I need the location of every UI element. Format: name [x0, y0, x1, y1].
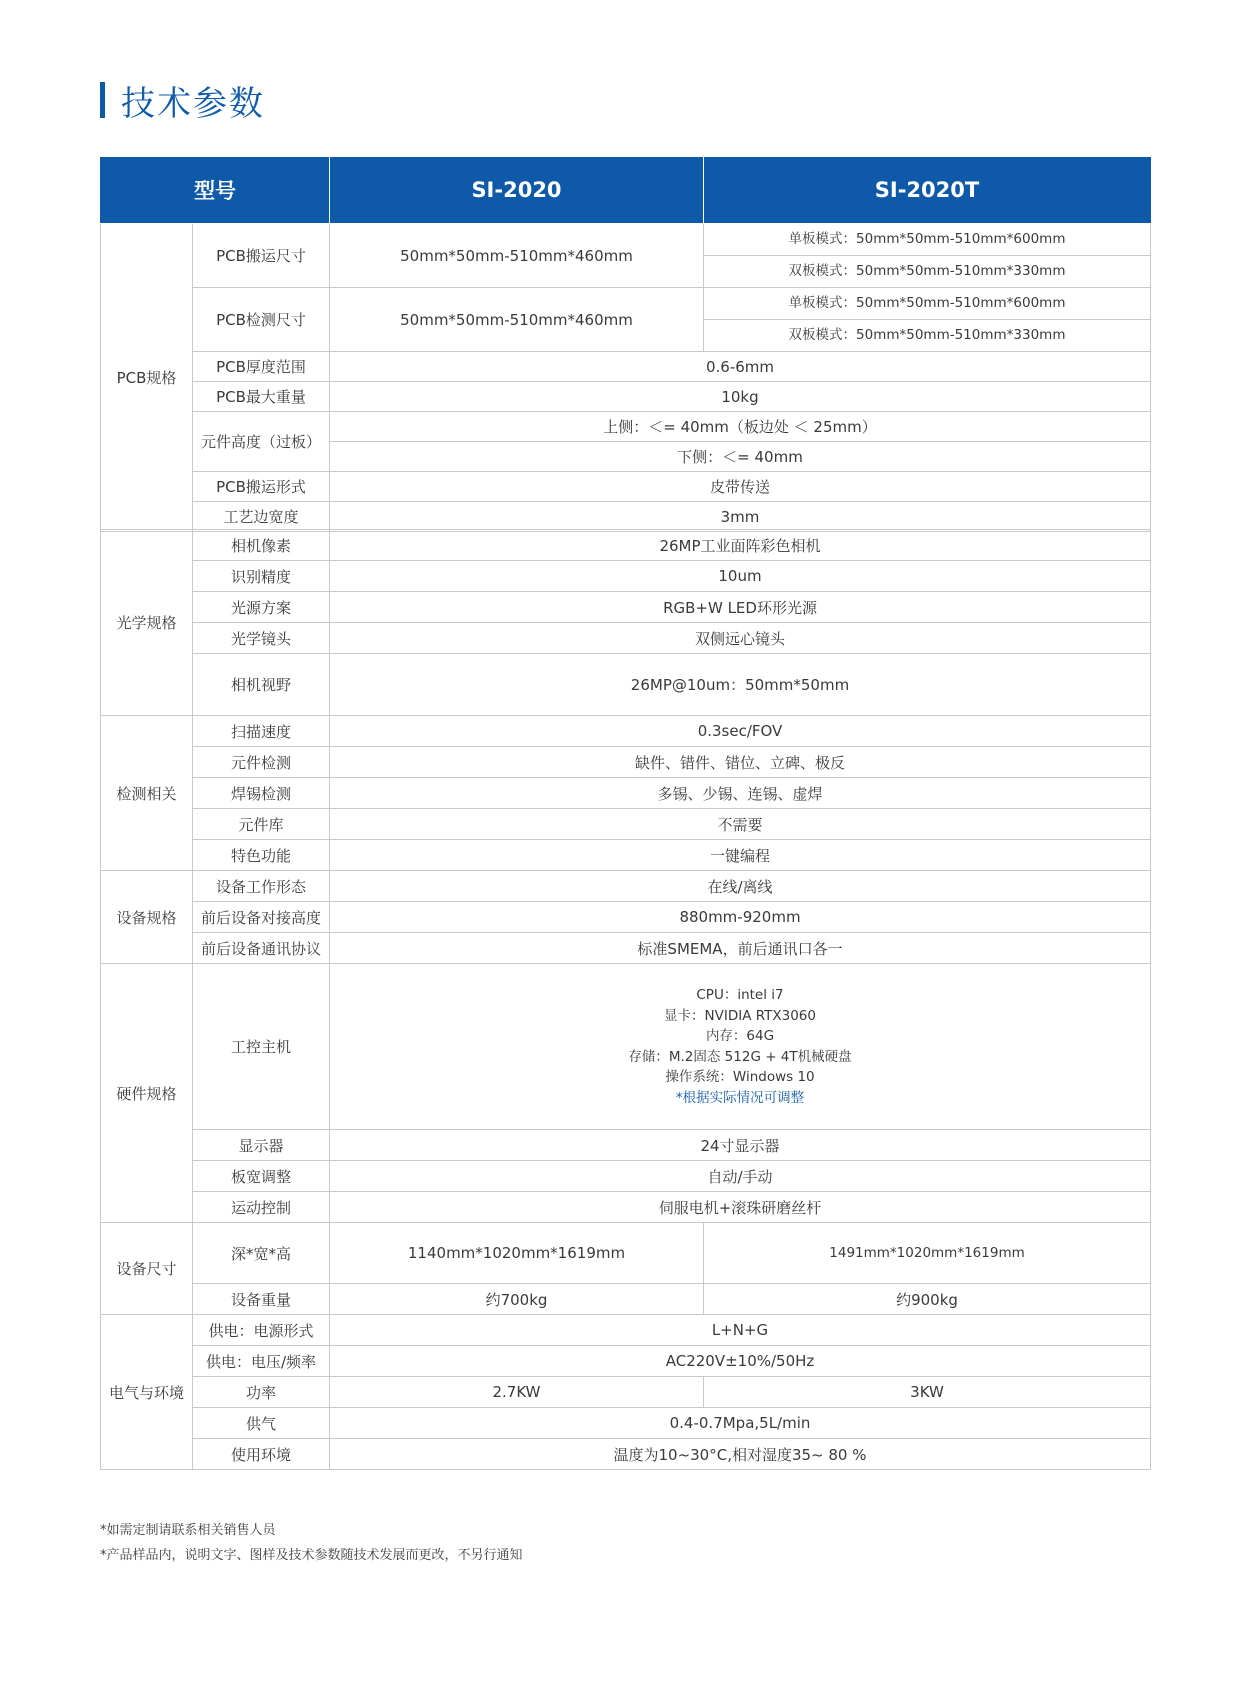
row-value: 3KW: [704, 1377, 1151, 1408]
section-title: [100, 80, 265, 124]
row-label: PCB最大重量: [193, 382, 330, 412]
row-value: 约700kg: [330, 1284, 704, 1315]
row-label: PCB搬运形式: [193, 472, 330, 502]
row-label: 元件高度（过板）: [193, 412, 330, 472]
row-value: 标准SMEMA，前后通讯口各一: [330, 933, 1151, 964]
category-hardware: 硬件规格: [101, 964, 193, 1223]
row-label: 元件检测: [193, 747, 330, 778]
ipc-ram: 内存：64G: [705, 1028, 775, 1044]
row-label: 显示器: [193, 1130, 330, 1161]
table-row: [101, 472, 1151, 502]
row-value-sub: 单板模式：50mm*50mm-510mm*600mm: [704, 224, 1151, 256]
row-value: 下侧：＜= 40mm: [330, 442, 1151, 472]
table-row: [101, 530, 1151, 561]
table-row: [101, 654, 1151, 716]
table-row: [101, 1284, 1151, 1315]
row-value: L+N+G: [330, 1315, 1151, 1346]
row-value: 880mm-920mm: [330, 902, 1151, 933]
category-electrical: 电气与环境: [101, 1315, 193, 1470]
table-row: [101, 1408, 1151, 1439]
row-label: 工艺边宽度: [193, 502, 330, 532]
row-label: 设备工作形态: [193, 871, 330, 902]
row-value: 26MP工业面阵彩色相机: [330, 530, 1151, 561]
ipc-cpu: CPU：intel i7: [696, 987, 784, 1003]
table-row: [101, 224, 1151, 256]
table-row: [101, 1223, 1151, 1284]
table-row: [101, 1439, 1151, 1470]
row-label: 供气: [193, 1408, 330, 1439]
row-label: 元件库: [193, 809, 330, 840]
row-label: 工控主机: [193, 964, 330, 1130]
row-label: 光学镜头: [193, 623, 330, 654]
row-label: 相机视野: [193, 654, 330, 716]
table-row: [101, 933, 1151, 964]
table-row: [101, 778, 1151, 809]
table-row: [101, 288, 1151, 320]
table-row: [101, 964, 1151, 1130]
row-label: PCB检测尺寸: [193, 288, 330, 352]
spec-table: [100, 157, 1151, 532]
category-inspection: 检测相关: [101, 716, 193, 871]
table-row: [101, 412, 1151, 442]
category-dimensions: 设备尺寸: [101, 1223, 193, 1315]
row-value: 伺服电机+滚珠研磨丝杆: [330, 1192, 1151, 1223]
row-value: 50mm*50mm-510mm*460mm: [330, 224, 704, 288]
table-row: [101, 1315, 1151, 1346]
row-value: 2.7KW: [330, 1377, 704, 1408]
table-row: [101, 1192, 1151, 1223]
row-label: 供电：电源形式: [193, 1315, 330, 1346]
title-accent-bar: [100, 82, 105, 118]
ipc-note: *根据实际情况可调整: [675, 1089, 805, 1106]
table-row: [101, 382, 1151, 412]
row-value-sub: 双板模式：50mm*50mm-510mm*330mm: [704, 320, 1151, 352]
category-equipment: 设备规格: [101, 871, 193, 964]
footnote-disclaimer: *产品样品内，说明文字、图样及技术参数随技术发展而更改，不另行通知: [100, 1548, 523, 1563]
row-label: 扫描速度: [193, 716, 330, 747]
table-row: [101, 1130, 1151, 1161]
row-value: 26MP@10um：50mm*50mm: [330, 654, 1151, 716]
header-model: 型号: [101, 157, 330, 224]
row-label: 供电：电压/频率: [193, 1346, 330, 1377]
category-optics: 光学规格: [101, 530, 193, 716]
table-row: [101, 902, 1151, 933]
row-value-sub: 双板模式：50mm*50mm-510mm*330mm: [704, 256, 1151, 288]
row-label: PCB搬运尺寸: [193, 224, 330, 288]
ipc-specs: [330, 964, 1151, 1130]
row-label: 使用环境: [193, 1439, 330, 1470]
row-label: 运动控制: [193, 1192, 330, 1223]
table-row: [101, 747, 1151, 778]
row-label: 特色功能: [193, 840, 330, 871]
table-row: [101, 502, 1151, 532]
spec-table-continued: [100, 529, 1151, 1470]
table-header-row: [101, 157, 1151, 224]
ipc-os: 操作系统：Windows 10: [665, 1069, 815, 1085]
row-value: 自动/手动: [330, 1161, 1151, 1192]
header-si-2020t: SI-2020T: [704, 157, 1151, 224]
header-si-2020: SI-2020: [330, 157, 704, 224]
table-row: [101, 1346, 1151, 1377]
row-value: 上侧：＜= 40mm（板边处 ＜ 25mm）: [330, 412, 1151, 442]
row-value: AC220V±10%/50Hz: [330, 1346, 1151, 1377]
row-label: 设备重量: [193, 1284, 330, 1315]
ipc-gpu: 显卡：NVIDIA RTX3060: [664, 1007, 816, 1024]
row-value: 约900kg: [704, 1284, 1151, 1315]
table-row: [101, 716, 1151, 747]
row-label: 光源方案: [193, 592, 330, 623]
row-value: 温度为10~30°C,相对湿度35~ 80 %: [330, 1439, 1151, 1470]
footnotes: [100, 1518, 523, 1568]
row-value: 3mm: [330, 502, 1151, 532]
row-value: 24寸显示器: [330, 1130, 1151, 1161]
row-value: 不需要: [330, 809, 1151, 840]
row-value: 10kg: [330, 382, 1151, 412]
row-value-sub: 单板模式：50mm*50mm-510mm*600mm: [704, 288, 1151, 320]
table-row: [101, 840, 1151, 871]
row-value: 缺件、错件、错位、立碑、极反: [330, 747, 1151, 778]
row-value: 皮带传送: [330, 472, 1151, 502]
row-label: 相机像素: [193, 530, 330, 561]
category-pcb: PCB规格: [101, 224, 193, 532]
table-row: [101, 592, 1151, 623]
table-row: [101, 871, 1151, 902]
row-value: 10um: [330, 561, 1151, 592]
table-row: [101, 352, 1151, 382]
row-value: 一键编程: [330, 840, 1151, 871]
row-value: 50mm*50mm-510mm*460mm: [330, 288, 704, 352]
footnote-custom: *如需定制请联系相关销售人员: [100, 1523, 276, 1538]
row-label: 焊锡检测: [193, 778, 330, 809]
row-value: 1491mm*1020mm*1619mm: [704, 1223, 1151, 1284]
section-title-text: 技术参数: [121, 83, 265, 124]
row-label: 深*宽*高: [193, 1223, 330, 1284]
row-label: 功率: [193, 1377, 330, 1408]
row-label: PCB厚度范围: [193, 352, 330, 382]
row-value: 在线/离线: [330, 871, 1151, 902]
row-label: 前后设备通讯协议: [193, 933, 330, 964]
ipc-storage: 存储：M.2固态 512G + 4T机械硬盘: [628, 1048, 852, 1065]
row-value: 0.3sec/FOV: [330, 716, 1151, 747]
row-label: 板宽调整: [193, 1161, 330, 1192]
table-row: [101, 809, 1151, 840]
row-value: 多锡、少锡、连锡、虚焊: [330, 778, 1151, 809]
row-value: 1140mm*1020mm*1619mm: [330, 1223, 704, 1284]
table-row: [101, 1161, 1151, 1192]
row-value: 0.4-0.7Mpa,5L/min: [330, 1408, 1151, 1439]
table-row: [101, 1377, 1151, 1408]
table-row: [101, 561, 1151, 592]
table-row: [101, 623, 1151, 654]
row-label: 识别精度: [193, 561, 330, 592]
row-value: RGB+W LED环形光源: [330, 592, 1151, 623]
row-label: 前后设备对接高度: [193, 902, 330, 933]
row-value: 双侧远心镜头: [330, 623, 1151, 654]
row-value: 0.6-6mm: [330, 352, 1151, 382]
